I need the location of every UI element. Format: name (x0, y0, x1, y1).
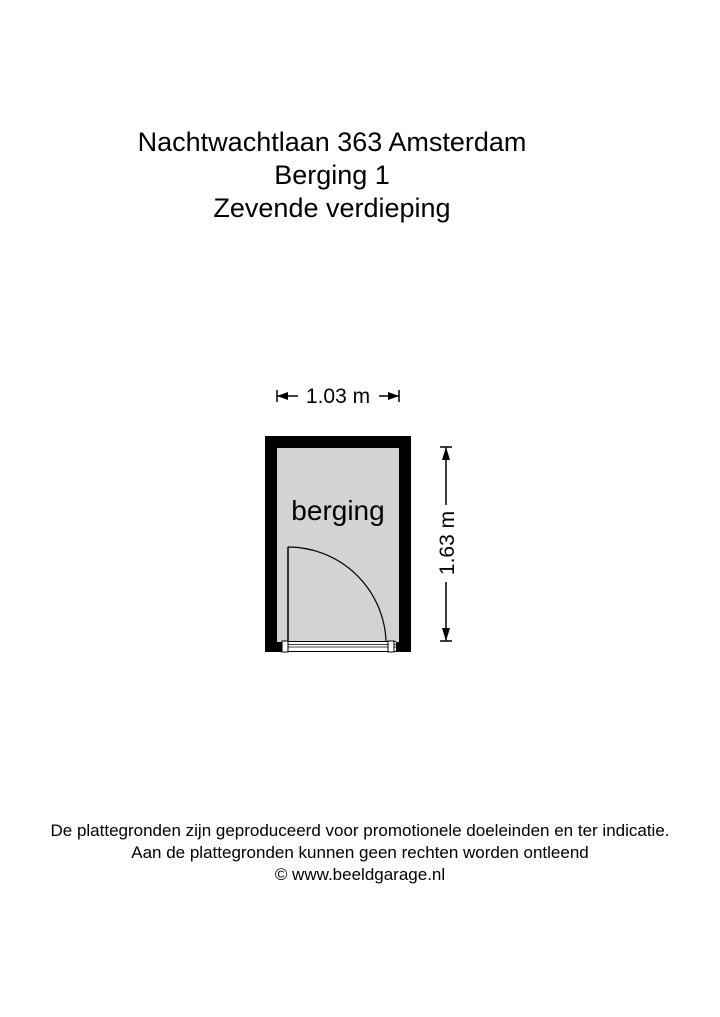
disclaimer-line-1: De plattegronden zijn geproduceerd voor promotionele doeleinden en ter indicatie. (50, 821, 670, 840)
disclaimer-line-2: Aan de plattegronden kunnen geen rechten worden ontleend (131, 843, 589, 862)
copyright-line: © www.beeldgarage.nl (274, 865, 446, 884)
unit-title: Berging 1 (274, 160, 390, 190)
depth-dimension-label: 1.63 m (436, 510, 459, 576)
room-label: berging (291, 495, 385, 526)
address-title: Nachtwachtlaan 363 Amsterdam (137, 127, 527, 157)
width-dimension-arrow-right (388, 392, 399, 400)
door-jamb-left (282, 641, 288, 652)
depth-dimension-arrow-bottom (442, 628, 450, 641)
floor-title: Zevende verdieping (213, 193, 451, 223)
door-opening (282, 641, 396, 652)
width-dimension-arrow-left (277, 392, 288, 400)
door-jamb-right (388, 641, 394, 652)
width-dimension (277, 385, 399, 408)
depth-dimension (436, 447, 459, 641)
width-dimension-label: 1.03 m (305, 385, 371, 408)
